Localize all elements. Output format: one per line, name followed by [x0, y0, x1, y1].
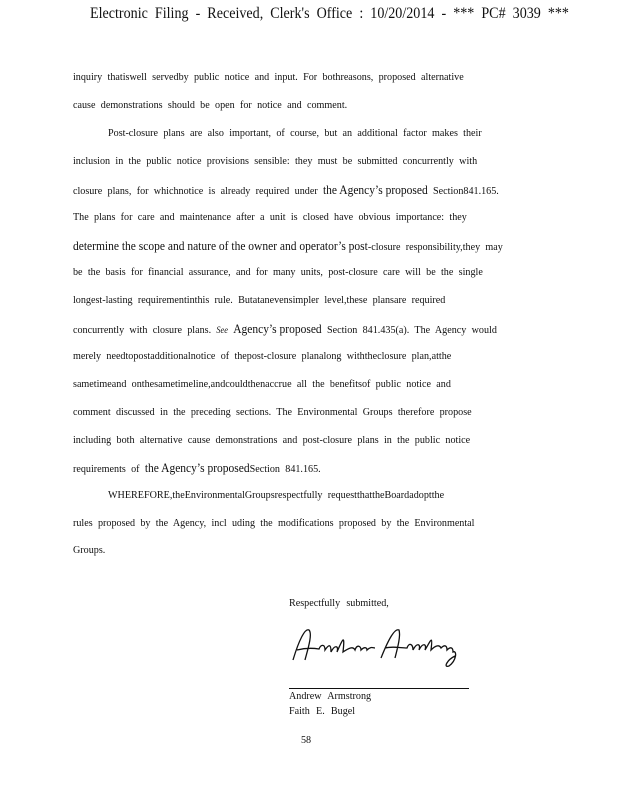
text-segment: closure plans, for whichnotice is already required under: [73, 185, 323, 197]
emphasized-text: the Agency’s proposed: [322, 183, 428, 197]
body-line: [73, 322, 497, 337]
text-segment: requirements of: [73, 463, 145, 475]
body-line: be the basis for financial assurance, and for many units, post-closure care will be the single: [73, 266, 483, 278]
body-line: Groups.: [73, 544, 106, 556]
body-line: sametimeand onthesametimeline,andcouldthenaccrue all the benefitsof public notice and: [73, 378, 451, 390]
body-line: inclusion in the public notice provisions sensible: they must be submitted concurrently with: [73, 155, 478, 167]
body-line: rules proposed by the Agency, incl uding the modifications proposed by the Environmental: [73, 517, 475, 529]
body-line: [73, 183, 499, 198]
body-line: longest-lasting requirementinthis rule. Butatanevensimpler level,these plansare required: [73, 294, 446, 306]
body-line: inquiry thatiswell servedby public notice and input. For bothreasons, proposed alternative: [73, 71, 464, 83]
closing: Respectfully submitted,: [289, 597, 389, 609]
filing-header: Electronic Filing - Received, Clerk's Office : 10/20/2014 - *** PC# 3039 ***: [90, 5, 569, 22]
signature-line: [289, 688, 469, 689]
see-signal: See: [216, 325, 228, 335]
text-segment: concurrently with closure plans.: [73, 324, 217, 336]
emphasized-text: Agency’s proposed: [233, 322, 322, 336]
page-number: 58: [301, 734, 312, 746]
body-line: Post-closure plans are also important, of course, but an additional factor makes their: [108, 127, 482, 139]
emphasized-text: the Agency’s proposed: [144, 461, 250, 475]
body-line: The plans for care and maintenance after a unit is closed have obvious importance: they: [73, 211, 467, 223]
text-segment: Section 841.165.: [249, 463, 321, 475]
signature-image: [285, 620, 465, 670]
signer-name: Faith E. Bugel: [289, 705, 356, 717]
body-line: [73, 461, 321, 476]
text-segment: -closure responsibility,they may: [367, 241, 503, 253]
body-line: WHEREFORE,theEnvironmentalGroupsrespectfully requestthattheBoardadoptthe: [108, 489, 445, 501]
text-segment: Section 841.435(a). The Agency would: [321, 324, 497, 336]
body-line: including both alternative cause demonstrations and post-closure plans in the public notice: [73, 434, 471, 446]
body-line: cause demonstrations should be open for notice and comment.: [73, 99, 348, 111]
body-line: comment discussed in the preceding sections. The Environmental Groups therefore propose: [73, 406, 472, 418]
signer-name: Andrew Armstrong: [289, 690, 372, 702]
emphasized-text: determine the scope and nature of the owner and operator’s post: [73, 239, 368, 253]
body-line: merely needtopostadditionalnotice of thepost-closure planalong withtheclosure plan,atthe: [73, 350, 452, 362]
text-segment: Section841.165.: [427, 185, 499, 197]
body-line: [73, 239, 503, 254]
